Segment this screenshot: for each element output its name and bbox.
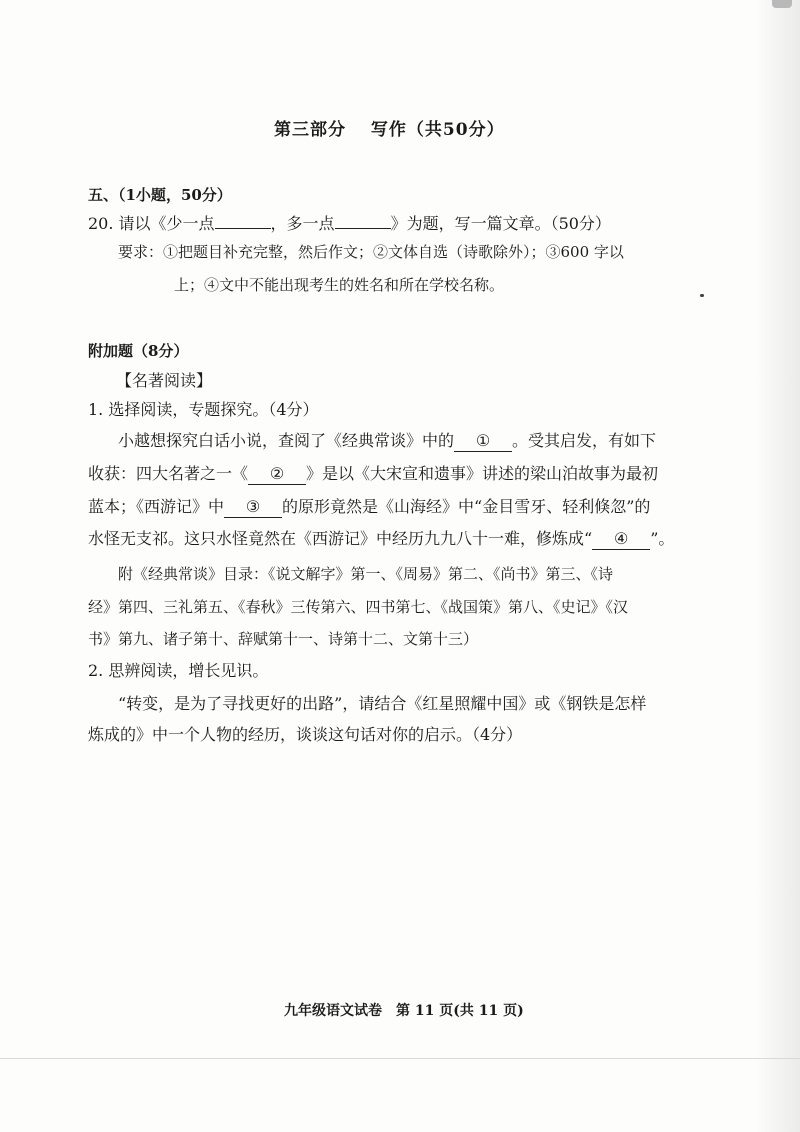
paragraph-3-line-1: “转变，是为了寻找更好的出路”，请结合《红星照耀中国》或《钢铁是怎样 (118, 694, 647, 713)
paragraph-1-line-2 (88, 463, 658, 485)
q20-mid: ，多一点 (270, 214, 335, 233)
q20-blank-2 (335, 211, 391, 229)
q20-requirement-line-1: 要求：①把题目补充完整，然后作文；②文体自选（诗歌除外）；③600 字以 (118, 243, 624, 261)
p1-l1-text-a: 小越想探究白话小说，查阅了《经典常谈》中的 (118, 431, 455, 450)
p1-l1-text-b: 。受其启发，有如下 (512, 431, 657, 450)
scan-speck (700, 294, 704, 297)
catalog-line-3: 书》第九、诸子第十、辞赋第十一、诗第十二、文第十三） (88, 630, 479, 648)
paragraph-3-line-2: 炼成的》中一个人物的经历，谈谈这句话对你的启示。（4分） (88, 725, 523, 744)
q20-suffix: 》为题，写一篇文章。（50分） (390, 214, 611, 233)
paragraph-1-line-1 (118, 430, 656, 452)
p1-l4-text-b: ”。 (650, 529, 675, 548)
scan-bottom-line (0, 1058, 800, 1059)
q20-blank-1 (215, 211, 271, 229)
q20-prefix: 20. 请以《少一点 (88, 214, 215, 233)
p1-l4-text-a: 水怪无支祁。这只水怪竟然在《西游记》中经历九九八十一难，修炼成“ (88, 529, 593, 548)
p1-l2-text-b: 》是以《大宋宣和遗事》讲述的梁山泊故事为最初 (306, 464, 659, 483)
paragraph-1-line-4 (88, 528, 674, 550)
part5-heading: 五、（1小题，50分） (88, 186, 232, 204)
blank-3: ③ (224, 497, 282, 518)
p1-l3-text-b: 的原形竟然是《山海经》中“金目雪牙、轻利倏忽”的 (282, 497, 651, 516)
page-footer: 九年级语文试卷 第 11 页(共 11 页) (284, 1003, 524, 1019)
question-20 (88, 211, 611, 235)
paragraph-1-line-3 (88, 496, 650, 518)
p1-l3-text-a: 蓝本；《西游记》中 (88, 497, 225, 516)
blank-1: ① (454, 431, 512, 452)
bonus-question-2-title: 2. 思辨阅读，增长见识。 (88, 661, 269, 680)
scan-edge-shadow (754, 0, 800, 1132)
bonus-subheading: 【名著阅读】 (116, 371, 213, 390)
p1-l2-text-a: 收获：四大名著之一《 (88, 464, 249, 483)
blank-4: ④ (592, 529, 650, 550)
scan-corner-mark (772, 0, 792, 8)
q20-requirement-line-2: 上；④文中不能出现考生的姓名和所在学校名称。 (174, 276, 505, 294)
blank-2: ② (248, 464, 306, 485)
catalog-line-1: 附《经典常谈》目录：《说文解字》第一、《周易》第二、《尚书》第三、《诗 (118, 565, 614, 583)
section-title: 第三部分 写作（共50分） (274, 120, 505, 140)
catalog-line-2: 经》第四、三礼第五、《春秋》三传第六、四书第七、《战国策》第八、《史记》《汉 (88, 598, 629, 616)
bonus-question-1-title: 1. 选择阅读，专题探究。（4分） (88, 400, 319, 419)
bonus-heading: 附加题（8分） (88, 342, 189, 360)
